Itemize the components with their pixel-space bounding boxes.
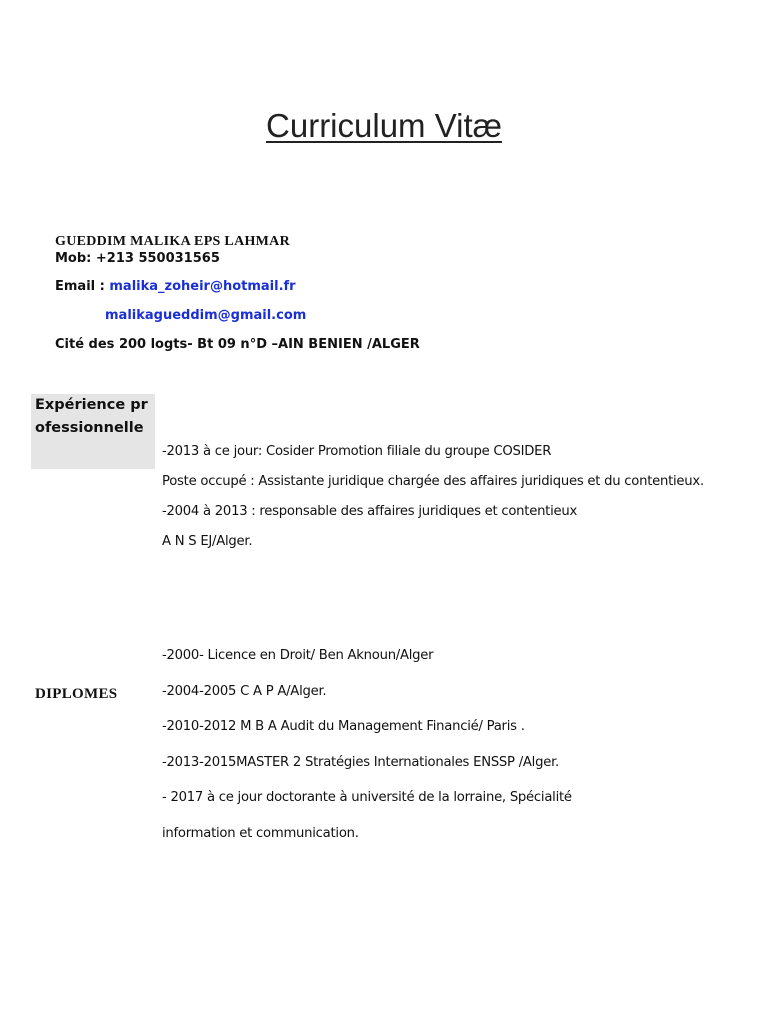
experience-line: -2013 à ce jour: Cosider Promotion filiale du groupe COSIDER [162, 444, 552, 459]
diploma-line: information et communication. [162, 826, 359, 841]
email-line [55, 279, 296, 294]
experience-line: A N S EJ/Alger. [162, 534, 253, 549]
diploma-line: -2013-2015MASTER 2 Stratégies Internationales ENSSP /Alger. [162, 755, 559, 770]
diploma-line: - 2017 à ce jour doctorante à université de la lorraine, Spécialité [162, 790, 572, 805]
email-primary-link[interactable]: malika_zoheir@hotmail.fr [109, 279, 296, 294]
address: Cité des 200 logts- Bt 09 n°D –AIN BENIEN /ALGER [55, 337, 420, 352]
diploma-line: -2004-2005 C A P A/Alger. [162, 684, 327, 699]
page-title [0, 104, 768, 148]
page-title-text: Curriculum Vitæ [266, 107, 502, 144]
phone-number: Mob: +213 550031565 [55, 251, 220, 266]
diploma-line: -2010-2012 M B A Audit du Management Financié/ Paris . [162, 719, 525, 734]
diploma-line: -2000- Licence en Droit/ Ben Aknoun/Alger [162, 648, 434, 663]
email-secondary-link[interactable]: malikagueddim@gmail.com [105, 308, 307, 323]
experience-line: Poste occupé : Assistante juridique chargée des affaires juridiques et du contentieux. [162, 474, 704, 489]
email-label: Email : [55, 279, 110, 294]
email-secondary-line [105, 308, 306, 323]
diplomes-section-label: DIPLOMES [35, 686, 118, 702]
experience-line: -2004 à 2013 : responsable des affaires juridiques et contentieux [162, 504, 578, 519]
candidate-name: GUEDDIM MALIKA EPS LAHMAR [55, 234, 291, 249]
experience-section-label: Expérience professionnelle [31, 394, 155, 469]
